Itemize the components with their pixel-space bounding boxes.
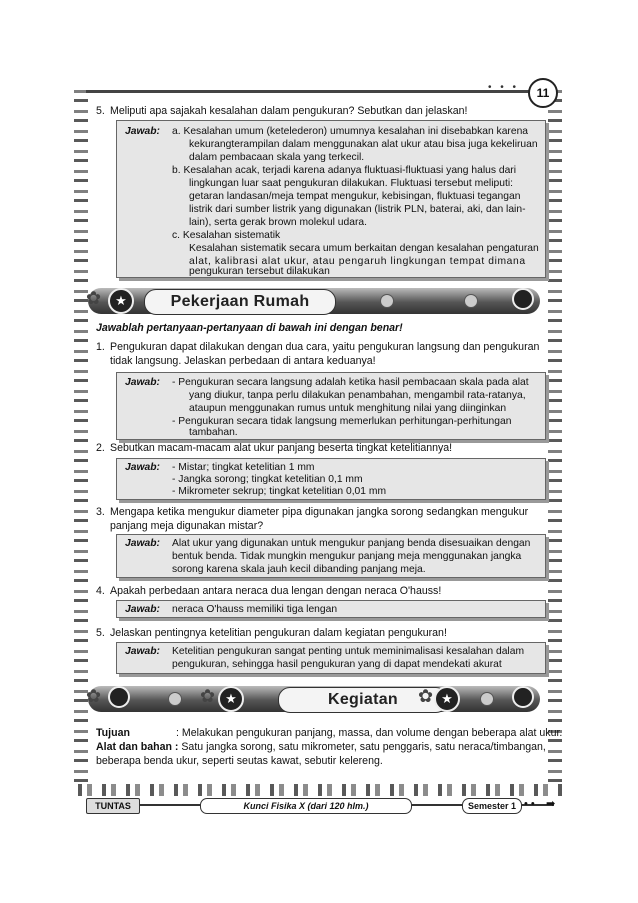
question-number: 2.	[96, 442, 105, 454]
footer-left-tag: TUNTAS	[86, 798, 140, 814]
kegiatan-banner	[88, 686, 540, 712]
question-text: Mengapa ketika mengukur diameter pipa digunakan jangka sorong sedangkan mengukur	[110, 506, 529, 518]
circle-icon	[108, 686, 130, 708]
top-dots-ornament: • • •	[488, 82, 520, 93]
decorative-dot	[464, 294, 478, 308]
jawab-label: Jawab:	[125, 538, 160, 549]
answer-line: pengukuran tersebut dilakukan	[189, 266, 330, 277]
answer-line: - Mistar; tingkat ketelitian 1 mm	[172, 462, 315, 473]
right-border-ornament	[548, 90, 562, 790]
answer-line: lain), serta gerak brown molekul udara.	[189, 217, 367, 228]
answer-box-pr4	[116, 600, 546, 618]
circle-icon	[512, 288, 534, 310]
question-number: 4.	[96, 585, 105, 597]
answer-line: - Pengukuran secara tidak langsung memerlukan perhitungan-perhitungan	[172, 416, 512, 427]
pr-question-3	[96, 505, 548, 533]
question-text: Apakah perbedaan antara neraca dua lengan dengan neraca O'hauss!	[110, 585, 442, 597]
answer-line: b. Kesalahan acak, terjadi karena adanya fluktuasi-fluktuasi yang halus dari	[172, 165, 517, 176]
pekerjaan-rumah-banner	[88, 288, 540, 314]
page-number: 11	[528, 78, 558, 108]
question-number: 1.	[96, 341, 105, 353]
answer-line: - Pengukuran secara langsung adalah ketika hasil pembacaan skala pada alat	[172, 377, 529, 388]
pr-question-4	[96, 584, 548, 598]
tujuan-row	[96, 726, 562, 740]
answer-line: tambahan.	[189, 427, 238, 438]
flower-ornament-icon: ✿	[418, 686, 434, 706]
answer-box-pr1	[116, 372, 546, 440]
jawab-label: Jawab:	[125, 377, 160, 388]
jawab-label: Jawab:	[125, 646, 160, 657]
answer-line: sorong karena skala jauh kecil dibanding panjang meja.	[172, 564, 426, 575]
alat-row	[96, 740, 546, 754]
answer-line: ataupun menggunakan rumus untuk menghitung nilai yang diinginkan	[189, 403, 507, 414]
footer-right-tag: Semester 1	[462, 798, 522, 814]
pr-question-2	[96, 441, 548, 455]
flower-ornament-icon: ✿	[86, 288, 102, 308]
answer-line: listrik dari sumber listrik yang digunakan (listrik PLN, baterai, aki, dan lain-	[189, 204, 526, 215]
answer-line: Ketelitian pengukuran sangat penting untuk meminimalisasi kesalahan dalam	[172, 646, 525, 657]
answer-line: kekurangterampilan dalam menggunakan alat ukur atau bisa juga kekeliruan	[189, 139, 538, 150]
section-title: Pekerjaan Rumah	[144, 289, 336, 315]
footer-center-tag: Kunci Fisika X (dari 120 hlm.)	[200, 798, 412, 814]
arrow-right-icon: ➡	[546, 798, 556, 810]
answer-box-pr5	[116, 642, 546, 674]
decorative-dot	[480, 692, 494, 706]
answer-box-pr3	[116, 534, 546, 578]
bottom-border-ornament	[78, 784, 562, 796]
answer-line: - Jangka sorong; tingkat ketelitian 0,1 mm	[172, 474, 363, 485]
alat-label: Alat dan bahan :	[96, 741, 179, 753]
instruction: Jawablah pertanyaan-pertanyaan di bawah ini dengan benar!	[96, 322, 403, 334]
jawab-label: Jawab:	[125, 462, 160, 473]
pr-question-5	[96, 626, 548, 640]
answer-line: neraca O'hauss memiliki tiga lengan	[172, 604, 338, 615]
answer-line: a. Kesalahan umum (ketelederon) umumnya kesalahan ini disebabkan karena	[172, 126, 529, 137]
question-text: tidak langsung. Jelaskan perbedaan di antara keduanya!	[110, 355, 376, 367]
answer-line: Alat ukur yang digunakan untuk mengukur panjang benda disesuaikan dengan	[172, 538, 531, 549]
flower-ornament-icon: ✿	[200, 686, 216, 706]
jawab-label: Jawab:	[125, 126, 160, 137]
question-5	[96, 104, 548, 118]
question-text: Meliputi apa sajakah kesalahan dalam pengukuran? Sebutkan dan jelaskan!	[110, 105, 468, 117]
answer-line: yang diukur, tanpa perlu dilakukan penambahan, mengambil rata-ratanya,	[189, 390, 526, 401]
answer-line: pengukuran, sehingga hasil pengukuran yang di dapat mendekati akurat	[172, 659, 502, 670]
alat-text: Satu jangka sorong, satu mikrometer, satu penggaris, satu neraca/timbangan,	[181, 741, 546, 753]
answer-box-q5	[116, 120, 546, 278]
answer-line: alat, kalibrasi alat ukur, atau pengaruh lingkungan tempat dimana	[189, 256, 526, 267]
question-number: 5.	[96, 105, 105, 117]
tujuan-label: Tujuan	[96, 727, 130, 739]
flower-ornament-icon: ✿	[86, 686, 102, 706]
answer-line: - Mikrometer sekrup; tingkat ketelitian 0,01 mm	[172, 486, 387, 497]
jawab-label: Jawab:	[125, 604, 160, 615]
left-border-ornament	[74, 90, 88, 790]
dots-icon: • •	[524, 798, 535, 810]
answer-box-pr2	[116, 458, 546, 500]
circle-icon	[512, 686, 534, 708]
alat-text-continued: beberapa benda ukur, seperti seutas kawat, sebutir kelereng.	[96, 755, 383, 767]
question-text: Pengukuran dapat dilakukan dengan dua cara, yaitu pengukuran langsung dan pengukuran	[110, 341, 540, 353]
star-icon: ★	[434, 686, 460, 712]
star-icon: ★	[108, 288, 134, 314]
answer-line: c. Kesalahan sistematik	[172, 230, 281, 241]
section-title: Kegiatan	[278, 687, 448, 713]
answer-line: dalam pembacaan skala yang terkecil.	[189, 152, 365, 163]
pr-question-1	[96, 340, 548, 368]
answer-line: lingkungan luar saat pengukuran dilakukan. Fluktuasi tersebut meliputi:	[189, 178, 513, 189]
answer-line: bentuk benda. Tidak mungkin mengukur panjang meja menggunakan jangka	[172, 551, 522, 562]
question-number: 5.	[96, 627, 105, 639]
question-text: panjang meja digunakan mistar?	[110, 520, 264, 532]
star-icon: ★	[218, 686, 244, 712]
decorative-dot	[168, 692, 182, 706]
decorative-dot	[380, 294, 394, 308]
tujuan-text: : Melakukan pengukuran panjang, massa, dan volume dengan beberapa alat ukur.	[176, 727, 563, 739]
top-rule	[86, 90, 538, 93]
question-number: 3.	[96, 506, 105, 518]
question-text: Sebutkan macam-macam alat ukur panjang beserta tingkat ketelitiannya!	[110, 442, 453, 454]
answer-line: Kesalahan sistematik secara umum berkaitan dengan kesalahan pengaturan	[189, 243, 539, 254]
question-text: Jelaskan pentingnya ketelitian pengukuran dalam kegiatan pengukuran!	[110, 627, 447, 639]
answer-line: getaran landasan/meja tempat mengukur, kebisingan, fluktuasi tegangan	[189, 191, 521, 202]
